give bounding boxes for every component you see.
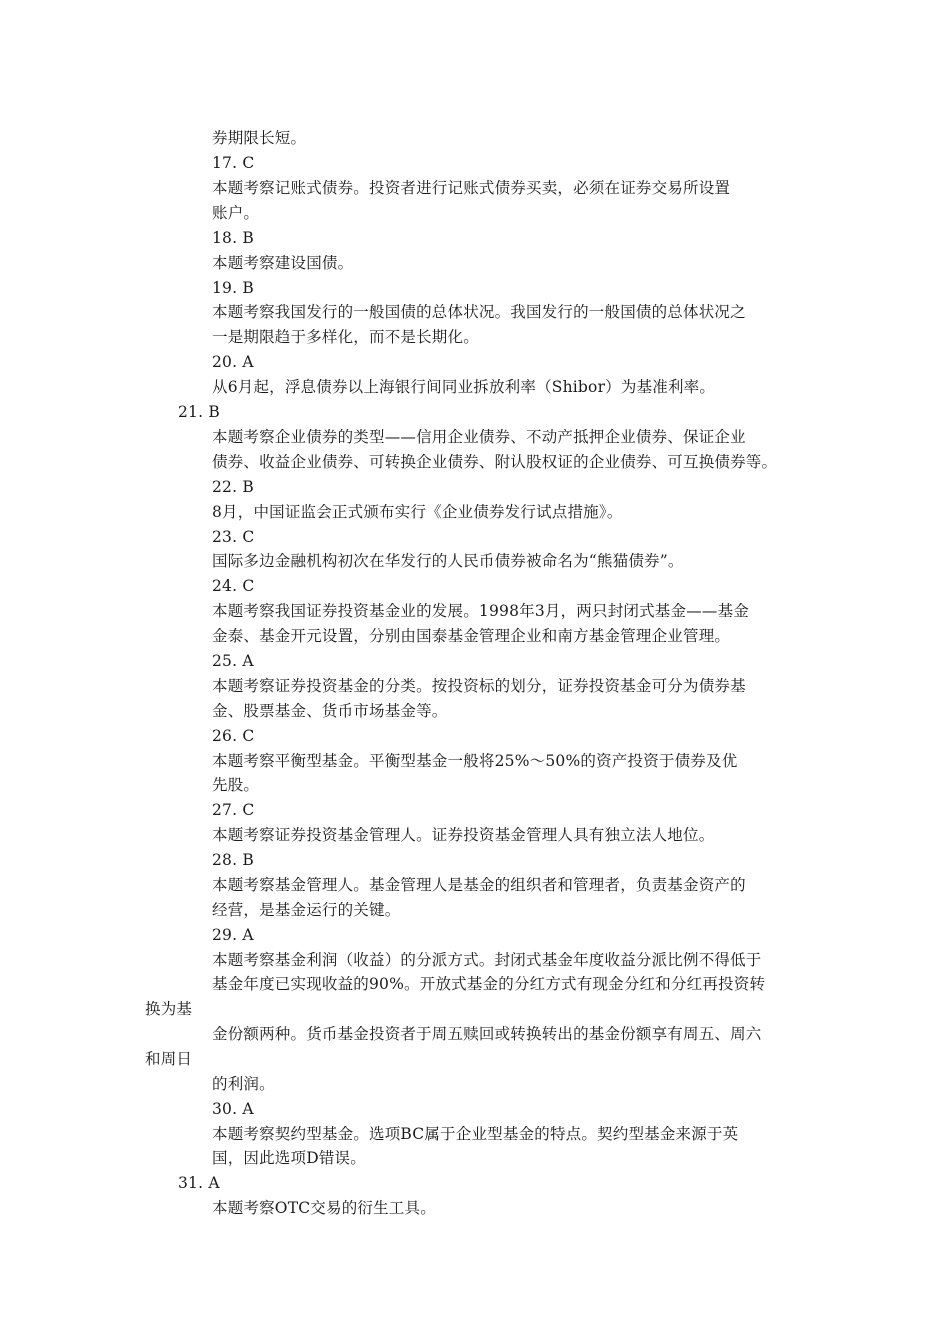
text-line: 的利润。 — [212, 1075, 275, 1093]
answer-number: 22. B — [212, 478, 254, 496]
answer-number: 24. C — [212, 577, 255, 595]
answer-number: 18. B — [212, 229, 254, 247]
answer-number: 30. A — [212, 1100, 254, 1118]
text-line: 金份额两种。货币基金投资者于周五赎回或转换转出的基金份额享有周五、周六 — [212, 1025, 762, 1043]
text-line: 本题考察契约型基金。选项BC属于企业型基金的特点。契约型基金来源于英 — [212, 1125, 739, 1143]
text-line: 本题考察我国证券投资基金业的发展。1998年3月，两只封闭式基金——基金 — [212, 602, 750, 620]
text-line: 本题考察平衡型基金。平衡型基金一般将25%～50%的资产投资于债券及优 — [212, 752, 738, 770]
text-line: 账户。 — [212, 204, 260, 222]
text-line: 国，因此选项D错误。 — [212, 1149, 366, 1167]
answer-number: 25. A — [212, 652, 254, 670]
answer-number: 31. A — [178, 1174, 220, 1192]
text-line: 一是期限趋于多样化，而不是长期化。 — [212, 328, 479, 346]
text-line: 本题考察企业债券的类型——信用企业债券、不动产抵押企业债券、保证企业 — [212, 428, 746, 446]
text-line: 先股。 — [212, 776, 260, 794]
text-line: 本题考察OTC交易的衍生工具。 — [212, 1199, 436, 1217]
text-line: 8月，中国证监会正式颁布实行《企业债券发行试点措施》。 — [212, 503, 623, 521]
text-line: 和周日 — [145, 1050, 193, 1068]
text-line: 金、股票基金、货币市场基金等。 — [212, 702, 448, 720]
answer-number: 28. B — [212, 851, 254, 869]
answer-number: 29. A — [212, 926, 254, 944]
text-line: 债券、收益企业债券、可转换企业债券、附认股权证的企业债券、可互换债券等。 — [212, 453, 778, 471]
text-line: 本题考察记账式债券。投资者进行记账式债券买卖，必须在证券交易所设置 — [212, 179, 731, 197]
text-line: 券期限长短。 — [212, 129, 307, 147]
text-line: 基金年度已实现收益的90%。开放式基金的分红方式有现金分红和分红再投资转 — [212, 975, 766, 993]
text-line: 金泰、基金开元设置，分别由国泰基金管理企业和南方基金管理企业管理。 — [212, 627, 731, 645]
text-line: 本题考察证券投资基金的分类。按投资标的划分，证券投资基金可分为债券基 — [212, 677, 746, 695]
text-line: 本题考察证券投资基金管理人。证券投资基金管理人具有独立法人地位。 — [212, 826, 715, 844]
text-line: 从6月起，浮息债券以上海银行间同业拆放利率（Shibor）为基准利率。 — [212, 378, 716, 396]
answer-number: 19. B — [212, 279, 254, 297]
answer-number: 21. B — [178, 403, 220, 421]
answer-number: 17. C — [212, 154, 255, 172]
text-line: 国际多边金融机构初次在华发行的人民币债券被命名为“熊猫债券”。 — [212, 552, 684, 570]
answer-number: 27. C — [212, 801, 255, 819]
text-line: 本题考察基金利润（收益）的分派方式。封闭式基金年度收益分派比例不得低于 — [212, 951, 762, 969]
answer-number: 20. A — [212, 353, 254, 371]
text-line: 换为基 — [145, 1000, 193, 1018]
text-line: 本题考察我国发行的一般国债的总体状况。我国发行的一般国债的总体状况之 — [212, 303, 746, 321]
answer-number: 26. C — [212, 727, 255, 745]
text-line: 本题考察基金管理人。基金管理人是基金的组织者和管理者，负责基金资产的 — [212, 876, 746, 894]
answer-number: 23. C — [212, 528, 255, 546]
text-line: 经营，是基金运行的关键。 — [212, 901, 401, 919]
text-line: 本题考察建设国债。 — [212, 254, 354, 272]
